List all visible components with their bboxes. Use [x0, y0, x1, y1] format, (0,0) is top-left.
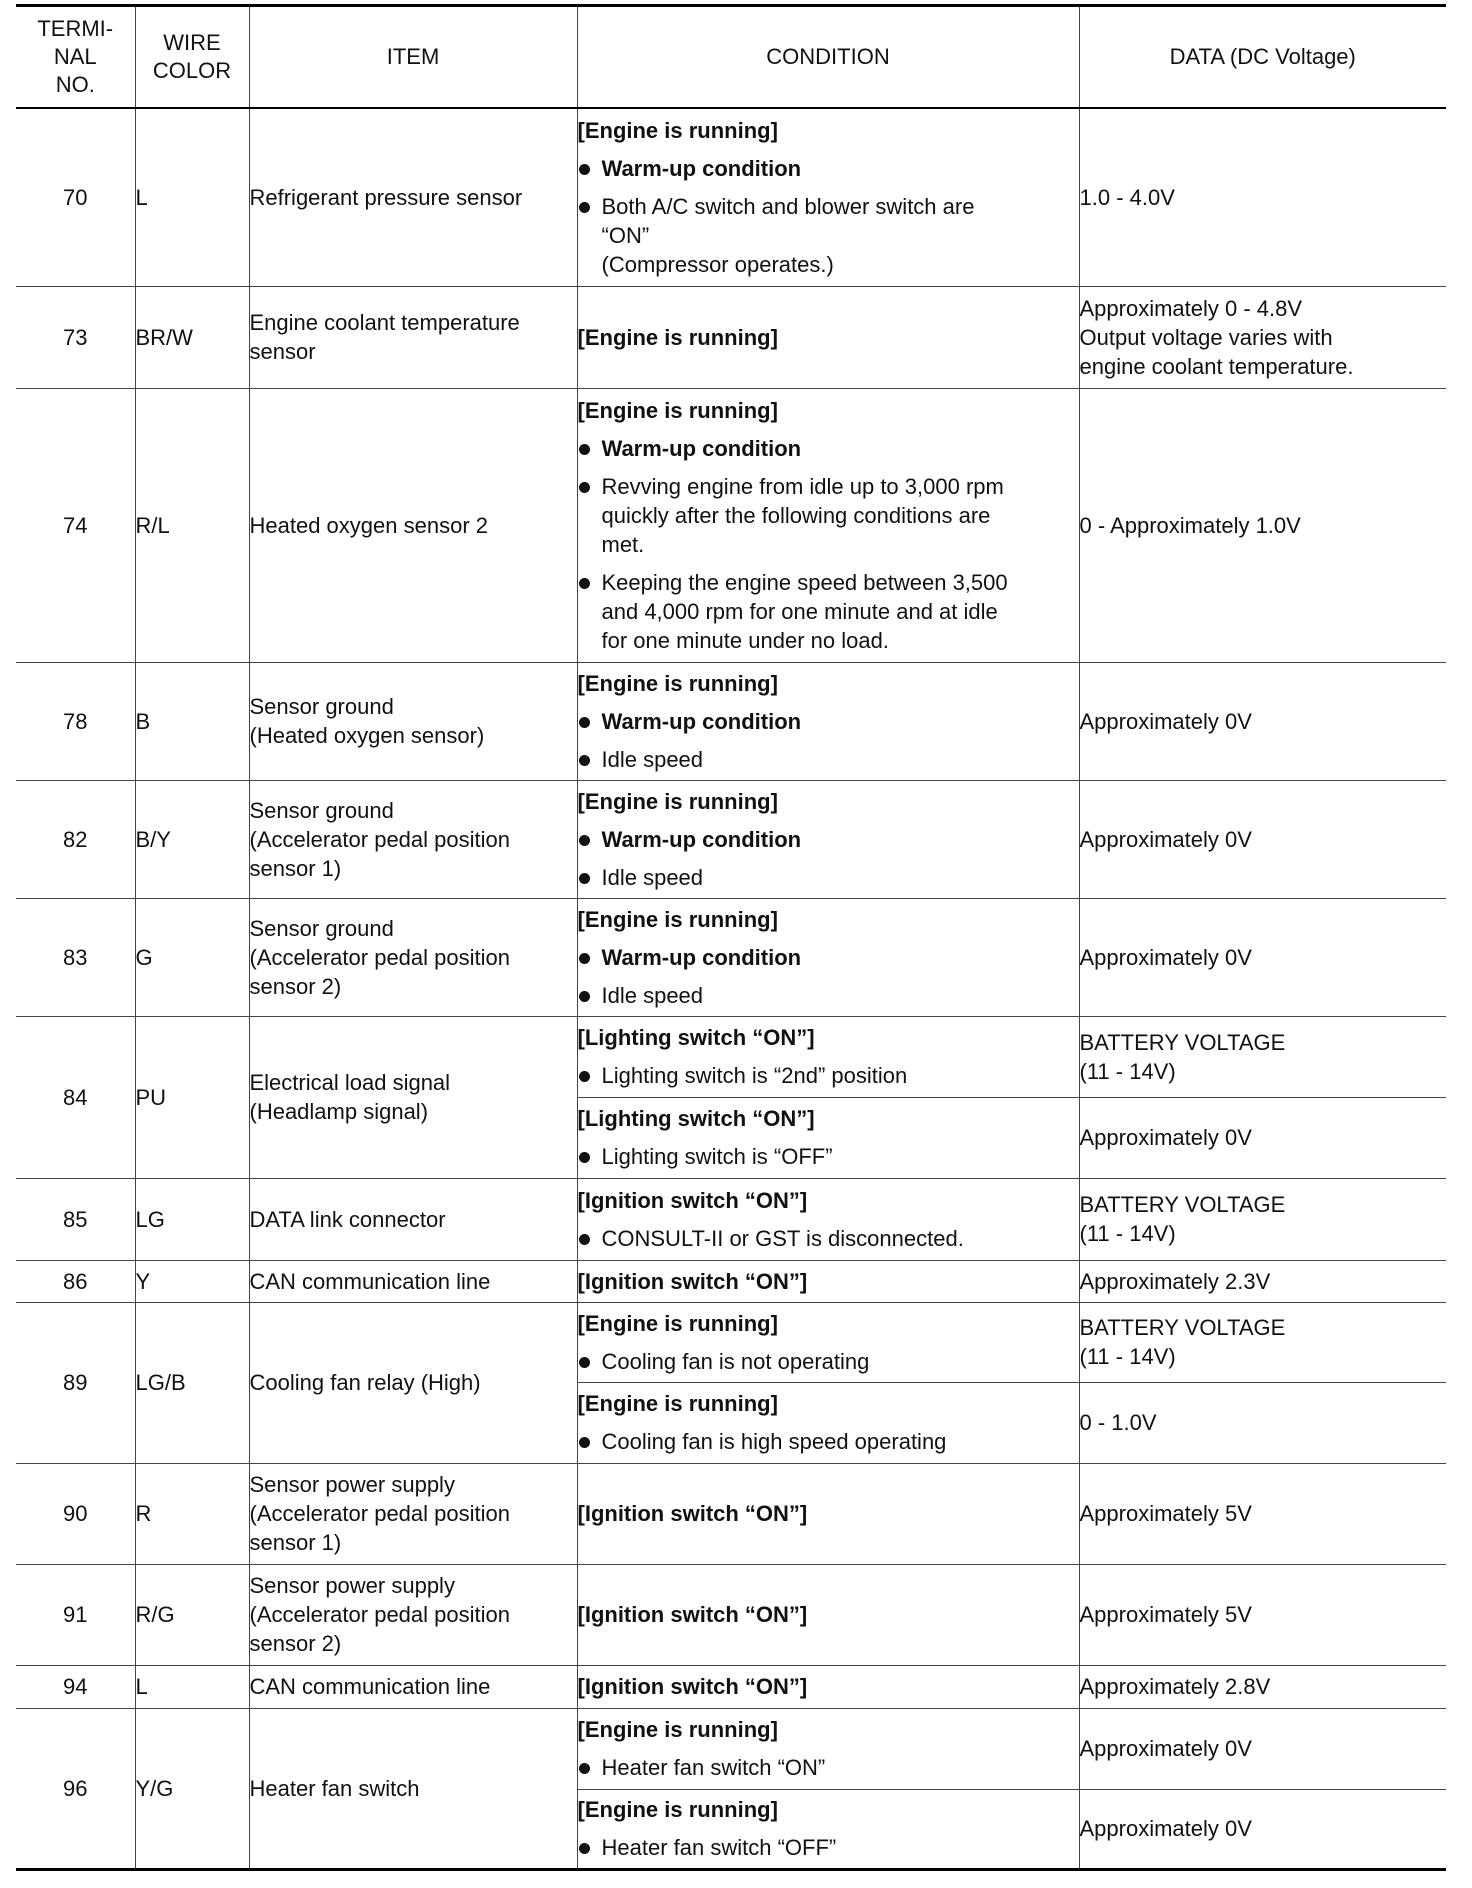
table-row	[16, 1260, 1446, 1302]
bullet-icon	[579, 953, 590, 964]
ecm-terminal-table	[16, 4, 1446, 1871]
condition: [Engine is running] Cooling fan is high speed operating	[577, 1382, 1079, 1463]
terminal-no: 94	[16, 1665, 135, 1708]
data-voltage: 0 - 1.0V	[1079, 1382, 1446, 1463]
bullet-icon	[579, 1763, 590, 1774]
data-voltage: Approximately 0V	[1079, 898, 1446, 1016]
table-header-row	[16, 6, 1446, 109]
header-terminal: TERMI- NAL NO.	[16, 6, 135, 109]
terminal-no: 78	[16, 662, 135, 780]
terminal-no: 96	[16, 1708, 135, 1869]
table-row	[16, 1178, 1446, 1260]
terminal-no: 82	[16, 780, 135, 898]
condition: [Engine is running] Warm-up condition Both A/C switch and blower switch are “ON” (Compressor operates.)	[577, 108, 1079, 286]
data-voltage: 1.0 - 4.0V	[1079, 108, 1446, 286]
item: Heater fan switch	[249, 1708, 577, 1869]
terminal-no: 89	[16, 1302, 135, 1463]
header-item: ITEM	[249, 6, 577, 109]
condition: [Ignition switch “ON”] CONSULT-II or GST is disconnected.	[577, 1178, 1079, 1260]
bullet-icon	[579, 1357, 590, 1368]
data-voltage: Approximately 0V	[1079, 1789, 1446, 1869]
terminal-no: 84	[16, 1016, 135, 1178]
table-row	[16, 1463, 1446, 1564]
condition: [Ignition switch “ON”]	[577, 1665, 1079, 1708]
wire-color: R/L	[135, 388, 249, 662]
condition: [Engine is running] Warm-up condition Revving engine from idle up to 3,000 rpm quickly after the following conditions are met. Keeping the engine speed between 3,500 and 4,000 rpm for one minute and at idle for one minute under no load.	[577, 388, 1079, 662]
condition: [Engine is running] Warm-up condition Idle speed	[577, 780, 1079, 898]
bullet-icon	[579, 873, 590, 884]
condition: [Ignition switch “ON”]	[577, 1564, 1079, 1665]
condition: [Engine is running]	[577, 286, 1079, 388]
terminal-no: 73	[16, 286, 135, 388]
terminal-no: 85	[16, 1178, 135, 1260]
table-row	[16, 286, 1446, 388]
condition: [Engine is running] Heater fan switch “OFF”	[577, 1789, 1079, 1869]
terminal-no: 91	[16, 1564, 135, 1665]
condition: [Lighting switch “ON”] Lighting switch is “2nd” position	[577, 1016, 1079, 1097]
bullet-icon	[579, 164, 590, 175]
bullet-icon	[579, 835, 590, 846]
item: Sensor ground (Heated oxygen sensor)	[249, 662, 577, 780]
wire-color: L	[135, 1665, 249, 1708]
condition: [Engine is running] Warm-up condition Idle speed	[577, 662, 1079, 780]
wire-color: L	[135, 108, 249, 286]
condition: [Engine is running] Warm-up condition Idle speed	[577, 898, 1079, 1016]
table-row	[16, 1302, 1446, 1382]
bullet-icon	[579, 717, 590, 728]
data-voltage: Approximately 2.3V	[1079, 1260, 1446, 1302]
table-row	[16, 1016, 1446, 1097]
table-row	[16, 108, 1446, 286]
wire-color: PU	[135, 1016, 249, 1178]
bullet-icon	[579, 1437, 590, 1448]
data-voltage: Approximately 5V	[1079, 1463, 1446, 1564]
bullet-icon	[579, 755, 590, 766]
item: CAN communication line	[249, 1260, 577, 1302]
bullet-icon	[579, 202, 590, 213]
table-row	[16, 1564, 1446, 1665]
data-voltage: Approximately 5V	[1079, 1564, 1446, 1665]
data-voltage: Approximately 0 - 4.8V Output voltage varies with engine coolant temperature.	[1079, 286, 1446, 388]
bullet-icon	[579, 578, 590, 589]
bullet-icon	[579, 1843, 590, 1854]
wire-color: G	[135, 898, 249, 1016]
item: Heated oxygen sensor 2	[249, 388, 577, 662]
item: Refrigerant pressure sensor	[249, 108, 577, 286]
item: Sensor power supply (Accelerator pedal position sensor 2)	[249, 1564, 577, 1665]
condition: [Ignition switch “ON”]	[577, 1260, 1079, 1302]
wire-color: B/Y	[135, 780, 249, 898]
terminal-no: 86	[16, 1260, 135, 1302]
wire-color: Y	[135, 1260, 249, 1302]
item: Sensor power supply (Accelerator pedal position sensor 1)	[249, 1463, 577, 1564]
wire-color: LG	[135, 1178, 249, 1260]
data-voltage: Approximately 0V	[1079, 1097, 1446, 1178]
wire-color: LG/B	[135, 1302, 249, 1463]
wire-color: Y/G	[135, 1708, 249, 1869]
data-voltage: Approximately 0V	[1079, 662, 1446, 780]
bullet-icon	[579, 1071, 590, 1082]
item: Sensor ground (Accelerator pedal position sensor 1)	[249, 780, 577, 898]
data-voltage: Approximately 0V	[1079, 1708, 1446, 1789]
table-row	[16, 1708, 1446, 1789]
wire-color: B	[135, 662, 249, 780]
condition: [Engine is running] Cooling fan is not operating	[577, 1302, 1079, 1382]
header-data: DATA (DC Voltage)	[1079, 6, 1446, 109]
terminal-no: 83	[16, 898, 135, 1016]
item: Engine coolant temperature sensor	[249, 286, 577, 388]
table-row	[16, 662, 1446, 780]
table-row	[16, 898, 1446, 1016]
bullet-icon	[579, 482, 590, 493]
item: CAN communication line	[249, 1665, 577, 1708]
item: Electrical load signal (Headlamp signal)	[249, 1016, 577, 1178]
condition: [Lighting switch “ON”] Lighting switch is “OFF”	[577, 1097, 1079, 1178]
table-row	[16, 388, 1446, 662]
data-voltage: 0 - Approximately 1.0V	[1079, 388, 1446, 662]
data-voltage: Approximately 0V	[1079, 780, 1446, 898]
bullet-icon	[579, 1152, 590, 1163]
data-voltage: Approximately 2.8V	[1079, 1665, 1446, 1708]
item: Sensor ground (Accelerator pedal position sensor 2)	[249, 898, 577, 1016]
data-voltage: BATTERY VOLTAGE (11 - 14V)	[1079, 1016, 1446, 1097]
wire-color: R/G	[135, 1564, 249, 1665]
header-wire-color: WIRE COLOR	[135, 6, 249, 109]
table-row	[16, 780, 1446, 898]
header-condition: CONDITION	[577, 6, 1079, 109]
wire-color: BR/W	[135, 286, 249, 388]
data-voltage: BATTERY VOLTAGE (11 - 14V)	[1079, 1302, 1446, 1382]
terminal-no: 74	[16, 388, 135, 662]
wire-color: R	[135, 1463, 249, 1564]
condition: [Ignition switch “ON”]	[577, 1463, 1079, 1564]
terminal-no: 90	[16, 1463, 135, 1564]
table-row	[16, 1665, 1446, 1708]
condition: [Engine is running] Heater fan switch “ON”	[577, 1708, 1079, 1789]
bullet-icon	[579, 444, 590, 455]
bullet-icon	[579, 991, 590, 1002]
item: Cooling fan relay (High)	[249, 1302, 577, 1463]
terminal-no: 70	[16, 108, 135, 286]
bullet-icon	[579, 1234, 590, 1245]
item: DATA link connector	[249, 1178, 577, 1260]
data-voltage: BATTERY VOLTAGE (11 - 14V)	[1079, 1178, 1446, 1260]
